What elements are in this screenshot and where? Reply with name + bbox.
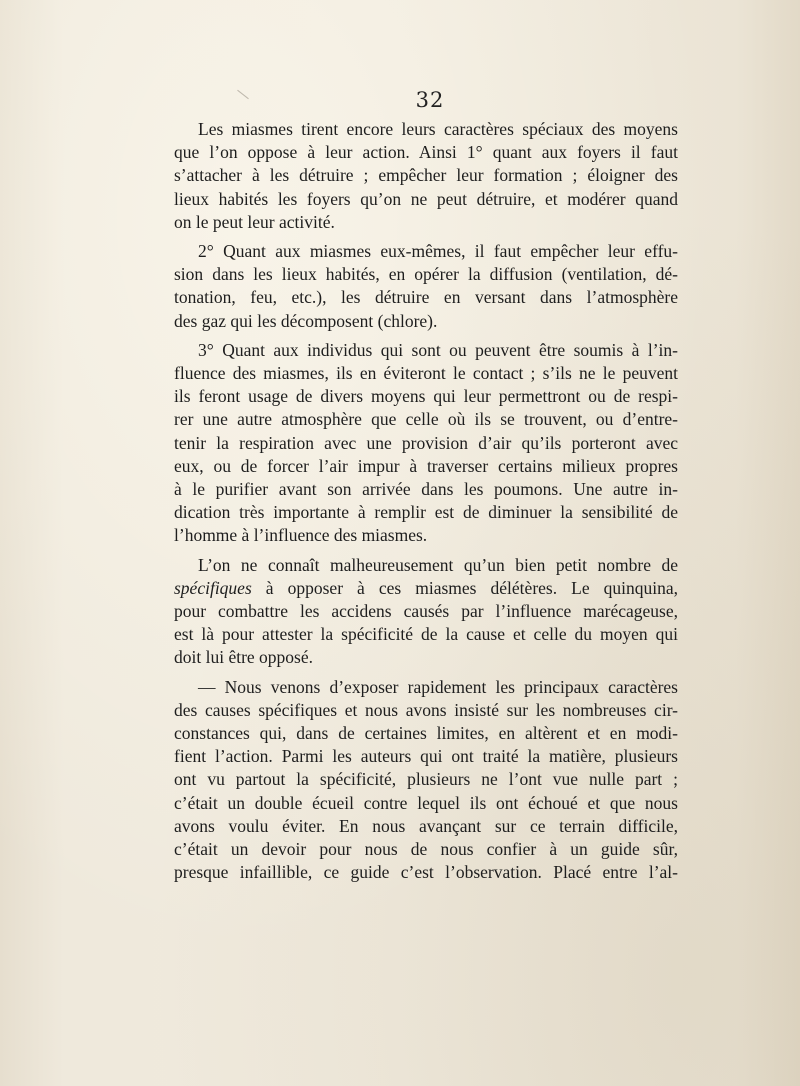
text-line: c’était un double écueil contre lequel ils ont échoué et que nous: [174, 792, 678, 813]
text-line: ont vu partout la spécificité, plusieurs ne l’ont vue nulle part ;: [174, 769, 678, 790]
text-line-italic-start: spécifiques à opposer à ces miasmes délétères. Le quinquina,: [174, 577, 678, 598]
text-line: eux, ou de forcer l’air impur à traverser certains milieux propres: [174, 455, 678, 476]
paragraph-5: [174, 676, 678, 885]
page-text: [174, 118, 678, 885]
text-line: sion dans les lieux habités, en opérer la diffusion (ventilation, dé-: [174, 264, 678, 285]
page-number: 32: [415, 88, 445, 112]
text-line: ils feront usage de divers moyens qui leur permettront ou de respi-: [174, 386, 678, 407]
text-line: lieux habités les foyers qu’on ne peut détruire, et modérer quand: [174, 188, 678, 209]
paragraph-2: [174, 240, 678, 333]
text-line: des causes spécifiques et nous avons insisté sur les nombreuses cir-: [174, 699, 678, 720]
text-line: que l’on oppose à leur action. Ainsi 1° quant aux foyers il faut: [174, 142, 678, 163]
text-line: fluence des miasmes, ils en éviteront le contact ; s’ils ne le peuvent: [174, 363, 678, 384]
text-line: doit lui être opposé.: [174, 647, 314, 668]
text-line: pour combattre les accidens causés par l’influence marécageuse,: [174, 601, 678, 622]
text-line: tenir la respiration avec une provision d’air qu’ils porteront avec: [174, 432, 678, 453]
text-line: L’on ne connaît malheureusement qu’un bien petit nombre de: [198, 554, 678, 575]
text-line: rer une autre atmosphère que celle où ils se trouvent, ou d’entre-: [174, 409, 678, 430]
text-line: Les miasmes tirent encore leurs caractères spéciaux des moyens: [198, 119, 678, 139]
text-line: avons voulu éviter. En nous avançant sur ce terrain difficile,: [174, 815, 678, 836]
text-line: des gaz qui les décomposent (chlore).: [174, 310, 438, 331]
text-line: presque infaillible, ce guide c’est l’observation. Placé entre l’al-: [174, 862, 678, 883]
text-line: s’attacher à les détruire ; empêcher leur formation ; éloigner des: [174, 165, 678, 186]
text-line: 3° Quant aux individus qui sont ou peuvent être soumis à l’in-: [198, 339, 678, 360]
text-line: c’était un devoir pour nous de nous confier à un guide sûr,: [174, 839, 678, 860]
text-line: l’homme à l’influence des miasmes.: [174, 525, 428, 546]
paragraph-4: [174, 554, 678, 670]
text-line: à le purifier avant son arrivée dans les poumons. Une autre in-: [174, 479, 678, 500]
paragraph-3: [174, 339, 678, 548]
text-line: on le peut leur activité.: [174, 211, 335, 232]
text-line: dication très importante à remplir est de diminuer la sensibilité de: [174, 502, 678, 523]
text-line: est là pour attester la spécificité de la cause et celle du moyen qui: [174, 624, 678, 645]
text-line: — Nous venons d’exposer rapidement les principaux caractères: [198, 676, 678, 697]
text-line: constances qui, dans de certaines limites, en altèrent et en modi-: [174, 723, 678, 744]
text-line: tonation, feu, etc.), les détruire en versant dans l’atmosphère: [174, 287, 678, 308]
text-line: fient l’action. Parmi les auteurs qui ont traité la matière, plusieurs: [174, 746, 678, 767]
text-line: 2° Quant aux miasmes eux-mêmes, il faut empêcher leur effu-: [198, 241, 678, 262]
paragraph-1: [174, 118, 678, 234]
